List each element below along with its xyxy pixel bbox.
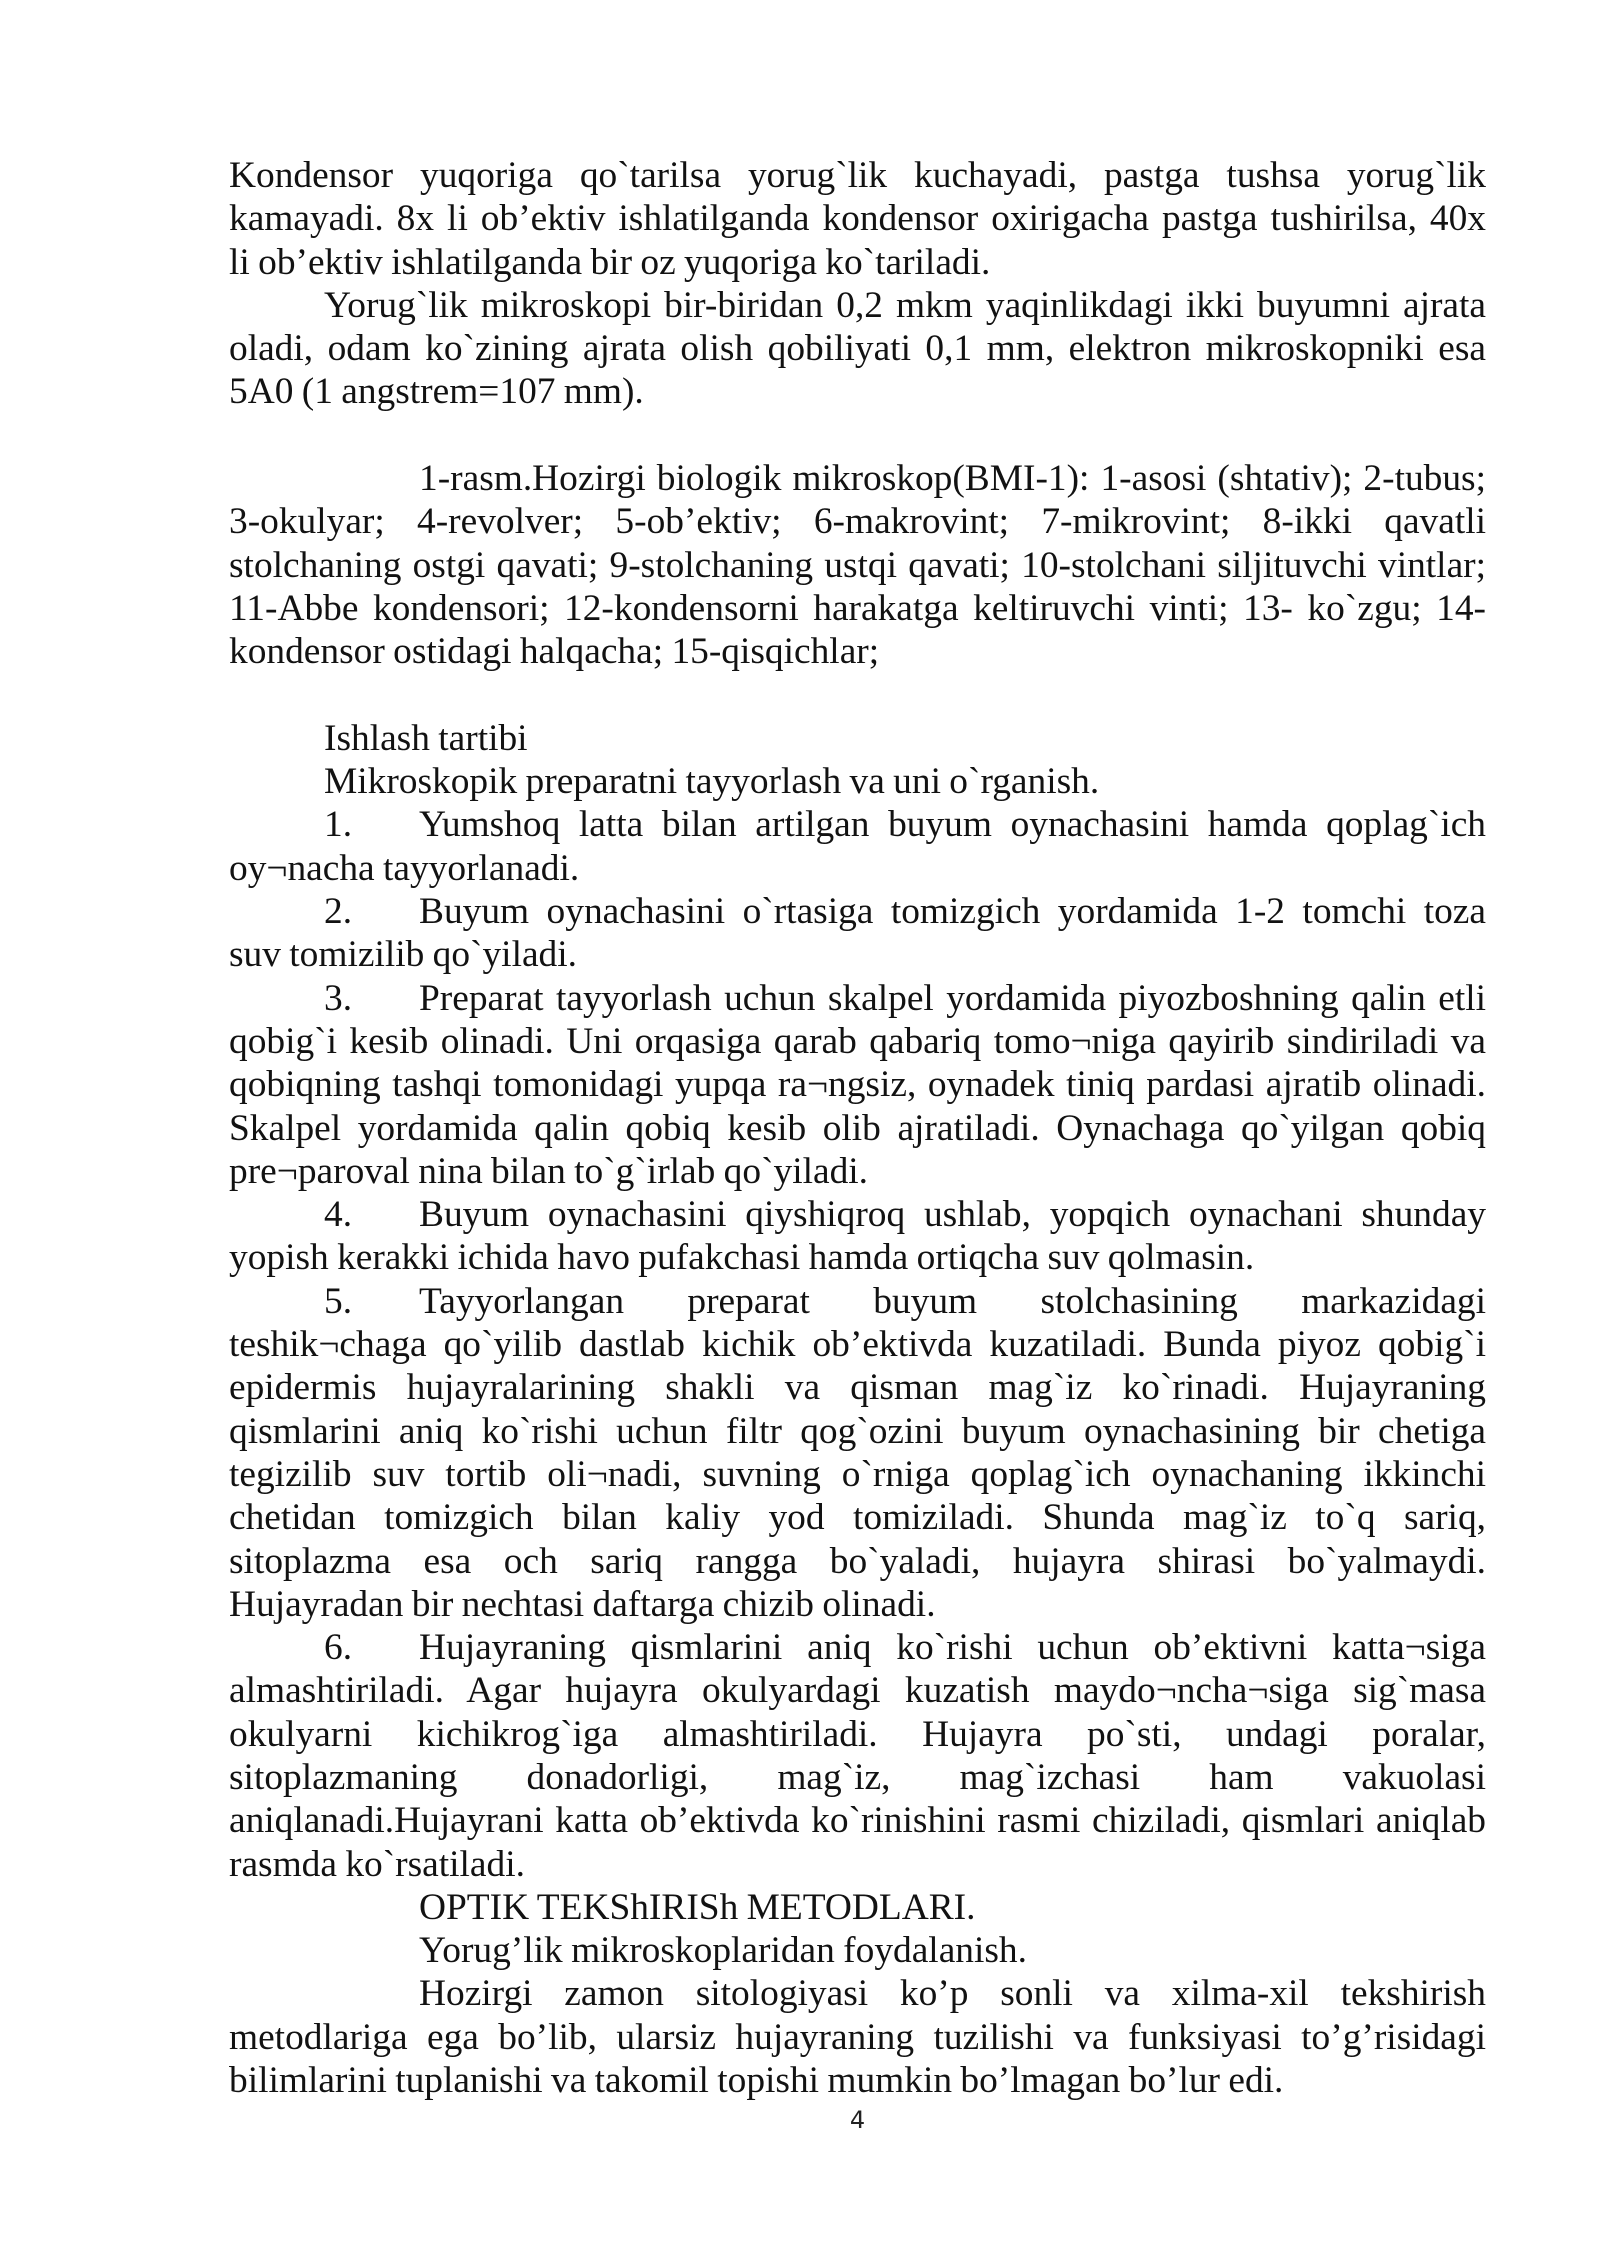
step-number: 4. [324, 1194, 353, 1236]
step-first-line [229, 1626, 1486, 1669]
text-line: oy¬nacha tayyorlanadi. [229, 847, 580, 889]
figure-caption [229, 457, 1486, 673]
text-line: bilimlarini tuplanishi va takomil topishi mumkin bo’lmagan bo’lur edi. [229, 2060, 1284, 2102]
step-number: 3. [324, 977, 353, 1019]
text-line: 5A0 (1 angstrem=107 mm). [229, 371, 644, 413]
text-line: sitoplazma esa och sariq rangga bo`yaladi, hujayra shirasi bo`yalmaydi. [229, 1540, 1486, 1582]
text-line: Hozirgi zamon sitologiyasi ko’p sonli va xilma-xil tekshirish [419, 1973, 1486, 2015]
intro-paragraph [229, 154, 1486, 284]
text-line: Yorug`lik mikroskopi bir-biridan 0,2 mkm yaqinlikdagi ikki buyumni ajrata [324, 284, 1486, 326]
text-line: qobig`i kesib olinadi. Uni orqasiga qarab qabariq tomo¬niga qayirib sindiriladi va [229, 1020, 1486, 1062]
text-line: teshik¬chaga qo`yilib dastlab kichik ob’ektivda kuzatiladi. Bunda piyoz qobig`i [229, 1324, 1486, 1366]
procedure-subtitle: Mikroskopik preparatni tayyorlash va uni o`rganish. [324, 761, 1100, 803]
text-line: kamayadi. 8x li ob’ektiv ishlatilganda kondensor oxirigacha pastga tushirilsa, 40x [229, 198, 1486, 240]
procedure-step [229, 977, 1486, 1193]
procedure-step [229, 1193, 1486, 1280]
procedure-step [229, 890, 1486, 977]
step-first-line [229, 1193, 1486, 1236]
text-line: almashtiriladi. Agar hujayra okulyardagi kuzatish maydo¬ncha¬siga sig`masa [229, 1670, 1486, 1712]
blank-line [229, 674, 1486, 717]
text-line: 3-okulyar; 4-revolver; 5-ob’ektiv; 6-makrovint; 7-mikrovint; 8-ikki qavatli [229, 501, 1486, 543]
procedure-title: Ishlash tartibi [324, 717, 528, 759]
document-body [229, 154, 1486, 2102]
text-line: chetidan tomizgich bilan kaliy yod tomiziladi. Shunda mag`iz to`q sariq, [229, 1497, 1486, 1539]
step-number: 6. [324, 1627, 353, 1669]
procedure-step [229, 1626, 1486, 1886]
text-line: Kondensor yuqoriga qo`tarilsa yorug`lik kuchayadi, pastga tushsa yorug`lik [229, 155, 1486, 196]
section-paragraph [229, 1972, 1486, 2102]
procedure-step [229, 803, 1486, 890]
blank-line [229, 414, 1486, 457]
text-line: oladi, odam ko`zining ajrata olish qobiliyati 0,1 mm, elektron mikroskopniki esa [229, 328, 1486, 370]
text-line: epidermis hujayralarining shakli va qisman mag`iz ko`rinadi. Hujayraning [229, 1367, 1486, 1409]
text-line: Tayyorlangan preparat buyum stolchasining markazidagi [419, 1280, 1486, 1322]
text-line: okulyarni kichikrog`iga almashtiriladi. Hujayra po`sti, undagi poralar, [229, 1713, 1486, 1755]
text-line: Skalpel yordamida qalin qobiq kesib olib ajratiladi. Oynachaga qo`yilgan qobiq [229, 1107, 1486, 1149]
step-first-line [229, 977, 1486, 1020]
text-line: qismlarini aniq ko`rishi uchun filtr qog`ozini buyum oynachasining bir chetiga [229, 1410, 1486, 1452]
step-first-line [229, 890, 1486, 933]
text-line: Yumshoq latta bilan artilgan buyum oynachasini hamda qoplag`ich [419, 804, 1486, 846]
text-line: 11-Abbe kondensori; 12-kondensorni harakatga keltiruvchi vinti; 13- ko`zgu; 14- [229, 587, 1486, 629]
step-number: 1. [324, 804, 353, 846]
text-line: suv tomizilib qo`yiladi. [229, 934, 577, 976]
page-number: 4 [849, 2106, 866, 2134]
section-heading: OPTIK TEKShIRISh METODLARI. [419, 1886, 976, 1928]
text-line: qobiqning tashqi tomonidagi yupqa ra¬ngsiz, oynadek tiniq pardasi ajratib olinadi. [229, 1064, 1486, 1106]
text-line: sitoplazmaning donadorligi, mag`iz, mag`izchasi ham vakuolasi [229, 1756, 1486, 1798]
text-line: Hujayraning qismlarini aniq ko`rishi uchun ob’ektivni katta¬siga [419, 1627, 1486, 1669]
text-line: kondensor ostidagi halqacha; 15-qisqichlar; [229, 631, 880, 673]
text-line: aniqlanadi.Hujayrani katta ob’ektivda ko`rinishini rasmi chiziladi, qismlari aniqlab [229, 1800, 1486, 1842]
text-line: yopish kerakki ichida havo pufakchasi hamda ortiqcha suv qolmasin. [229, 1237, 1255, 1279]
step-first-line [229, 803, 1486, 846]
text-line: 1-rasm.Hozirgi biologik mikroskop(BMI-1): 1-asosi (shtativ); 2-tubus; [419, 458, 1486, 500]
text-line: rasmda ko`rsatiladi. [229, 1843, 525, 1885]
step-number: 5. [324, 1280, 353, 1322]
text-line: stolchaning ostgi qavati; 9-stolchaning ustqi qavati; 10-stolchani siljituvchi vintlar; [229, 544, 1486, 586]
text-line: metodlariga ega bo’lib, ularsiz hujayraning tuzilishi va funksiyasi to’g’risidagi [229, 2016, 1486, 2058]
text-line: Buyum oynachasini o`rtasiga tomizgich yordamida 1-2 tomchi toza [419, 891, 1486, 933]
text-line: li ob’ektiv ishlatilganda bir oz yuqoriga ko`tariladi. [229, 241, 991, 283]
text-line: Buyum oynachasini qiyshiqroq ushlab, yopqich oynachani shunday [419, 1194, 1486, 1236]
step-first-line [229, 1280, 1486, 1323]
section-subheading: Yorug’lik mikroskoplaridan foydalanish. [419, 1930, 1027, 1972]
text-line: Hujayradan bir nechtasi daftarga chizib olinadi. [229, 1583, 936, 1625]
text-line: Preparat tayyorlash uchun skalpel yordamida piyozboshning qalin etli [419, 977, 1486, 1019]
text-line: pre¬paroval nina bilan to`g`irlab qo`yiladi. [229, 1150, 869, 1192]
resolution-paragraph [229, 284, 1486, 414]
procedure-step [229, 1280, 1486, 1626]
step-number: 2. [324, 891, 353, 933]
text-line: tegizilib suv tortib oli¬nadi, suvning o`rniga qoplag`ich oynachaning ikkinchi [229, 1453, 1486, 1495]
